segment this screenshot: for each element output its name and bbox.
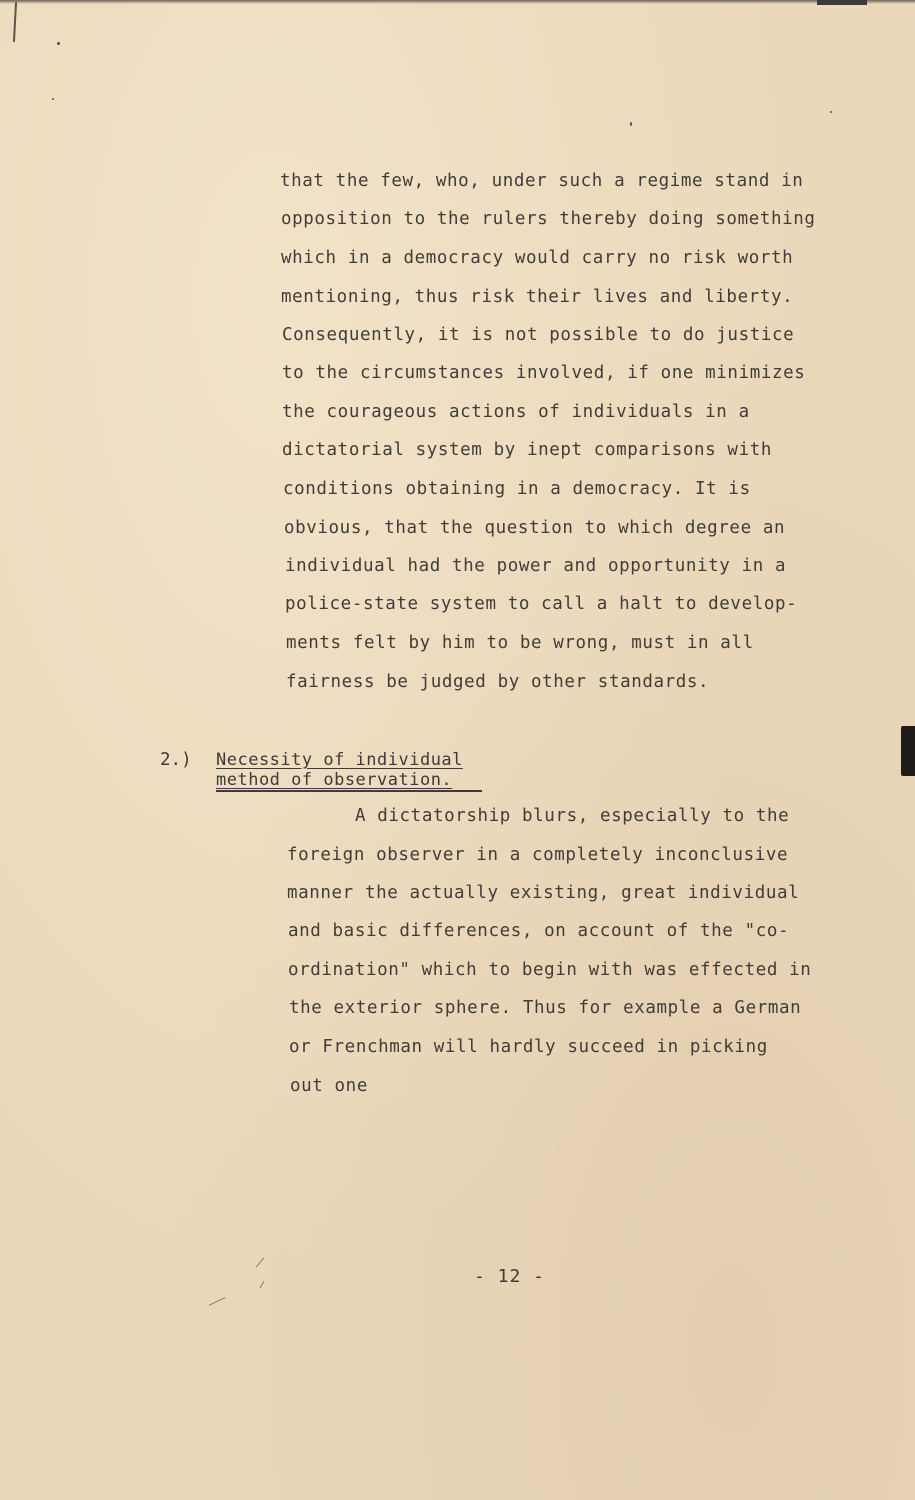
pen-scratch-mark — [13, 2, 17, 42]
pencil-mark — [260, 1281, 265, 1288]
text-line: and basic differences, on account of the "co- — [288, 921, 790, 941]
text-line: that the few, who, under such a regime stand in — [280, 171, 804, 191]
text-line: obvious, that the question to which degree an — [284, 518, 786, 538]
pencil-mark — [256, 1258, 264, 1268]
text-line: ordination" which to begin with was effected in — [288, 960, 812, 980]
ink-mark-top-right — [817, 0, 867, 5]
text-line: Consequently, it is not possible to do justice — [282, 325, 795, 345]
text-line: which in a democracy would carry no risk worth — [281, 248, 794, 268]
heading-underline-rule — [216, 790, 482, 792]
section-title-line-1: Necessity of individual — [216, 750, 463, 770]
text-line: the exterior sphere. Thus for example a German — [289, 998, 802, 1018]
pencil-mark — [209, 1297, 226, 1306]
page-number: - 12 - — [474, 1266, 546, 1287]
text-line: dictatorial system by inept comparisons with — [282, 440, 772, 460]
paper-speck — [830, 111, 832, 113]
text-line: ments felt by him to be wrong, must in all — [286, 633, 754, 653]
text-line: A dictatorship blurs, especially to the — [355, 806, 790, 826]
text-line: individual had the power and opportunity in a — [285, 556, 787, 576]
text-line: fairness be judged by other standards. — [286, 672, 710, 692]
paper-speck — [57, 42, 60, 45]
paper-speck — [630, 122, 632, 126]
text-line: the courageous actions of individuals in a — [282, 402, 750, 422]
paper-top-edge — [0, 0, 915, 4]
section-number: 2.) — [160, 750, 192, 770]
binding-clip-mark — [901, 726, 915, 776]
section-title-line-2: method of observation. — [216, 770, 453, 790]
text-line: police-state system to call a halt to develop- — [285, 594, 798, 614]
paper-speck — [52, 98, 54, 100]
text-line: or Frenchman will hardly succeed in picking — [289, 1037, 768, 1057]
text-line: out one — [290, 1076, 368, 1096]
text-line: conditions obtaining in a democracy. It is — [283, 479, 751, 499]
text-line: foreign observer in a completely inconclusive — [287, 845, 789, 865]
text-line: manner the actually existing, great individual — [287, 883, 800, 903]
text-line: opposition to the rulers thereby doing something — [281, 209, 816, 229]
text-line: to the circumstances involved, if one minimizes — [282, 363, 806, 383]
text-line: mentioning, thus risk their lives and liberty. — [281, 287, 794, 307]
